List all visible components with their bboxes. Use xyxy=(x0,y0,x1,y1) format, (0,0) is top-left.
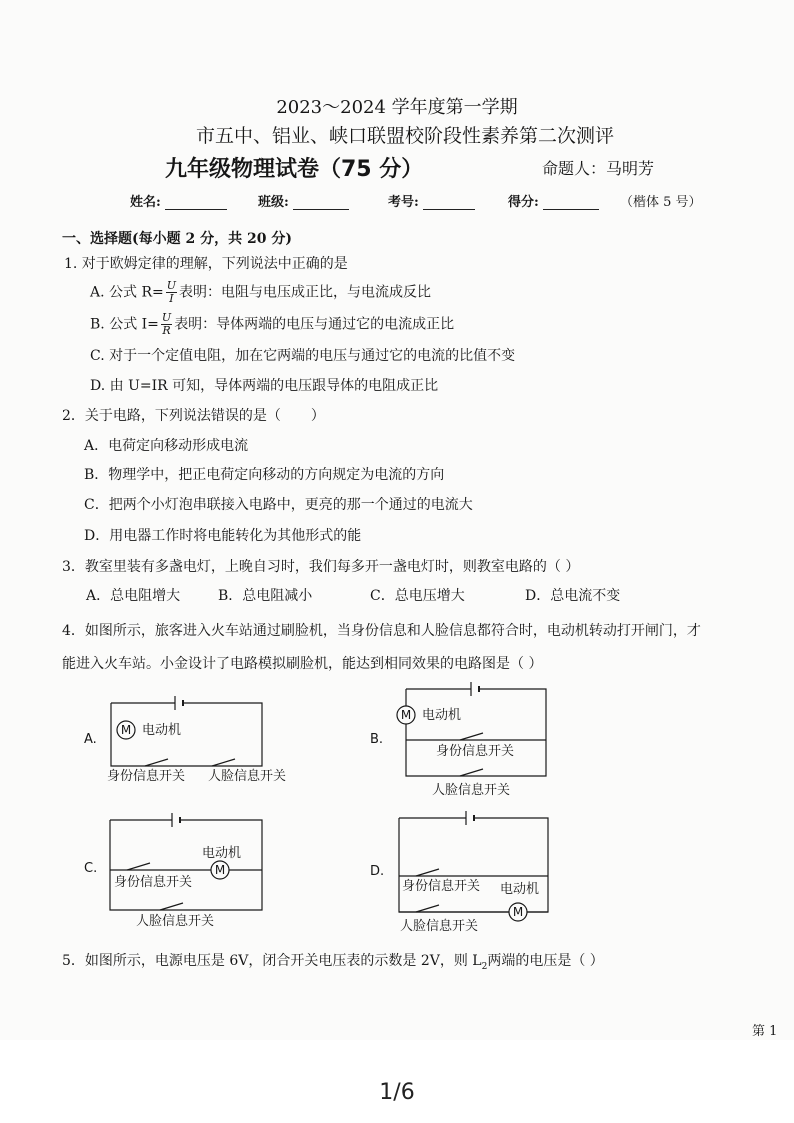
question-3-stem: 3．教室里装有多盏电灯，上晚自习时，我们每多开一盏电灯时，则教室电路的（ ） xyxy=(62,559,580,575)
motor-label: 电动机 xyxy=(422,708,462,723)
circuit-b xyxy=(397,682,546,776)
circuit-d-label: D. xyxy=(370,864,385,879)
page-number: 第 1 xyxy=(752,1024,778,1039)
fraction-u-over-i: $\frac{U}{I}$ xyxy=(166,279,177,305)
question-1-option-d: D. 由 U=IR 可知，导体两端的电压跟导体的电阻成正比 xyxy=(90,378,439,394)
section-title: 一、选择题(每小题 2 分，共 20 分) xyxy=(62,231,292,247)
question-2-stem: 2．关于电路，下列说法错误的是（ ） xyxy=(62,408,325,424)
question-3-option-a: A．总电阻增大 xyxy=(86,588,181,604)
circuit-b-label: B. xyxy=(370,732,384,747)
question-2-option-a: A．电荷定向移动形成电流 xyxy=(84,438,249,454)
question-3-option-c: C．总电压增大 xyxy=(370,588,465,604)
face-switch-label: 人脸信息开关 xyxy=(208,769,287,784)
switch-icon xyxy=(145,759,168,766)
face-switch-label: 人脸信息开关 xyxy=(432,783,511,798)
question-2-option-d: D．用电器工作时将电能转化为其他形式的能 xyxy=(84,528,362,544)
viewer-footer xyxy=(0,1040,794,1123)
face-switch-label: 人脸信息开关 xyxy=(136,914,215,929)
name-field: 姓名: xyxy=(130,191,227,210)
switch-icon xyxy=(460,733,483,740)
question-1-stem: 1. 对于欧姆定律的理解，下列说法中正确的是 xyxy=(64,256,348,272)
circuit-c-label: C. xyxy=(84,861,98,876)
face-switch-label: 人脸信息开关 xyxy=(400,919,479,934)
motor-symbol: M xyxy=(214,863,226,877)
question-5-stem: 5．如图所示，电源电压是 6V，闭合开关电压表的示数是 2V，则 $L_2$两端的电压是（ ） xyxy=(62,953,604,972)
class-field: 班级: xyxy=(258,191,349,210)
circuit-d xyxy=(399,811,548,921)
id-switch-label: 身份信息开关 xyxy=(107,769,186,784)
id-switch-label: 身份信息开关 xyxy=(402,879,481,894)
switch-icon xyxy=(212,759,235,766)
author-line: 命题人：马明芳 xyxy=(542,159,655,178)
exam-id-field: 考号: xyxy=(388,191,475,210)
question-4-line-1: 4．如图所示，旅客进入火车站通过刷脸机，当身份信息和人脸信息都符合时，电动机转动打开闸门，才 xyxy=(62,623,701,639)
question-1-option-c: C. 对于一个定值电阻，加在它两端的电压与通过它的电流的比值不变 xyxy=(90,348,516,364)
id-switch-label: 身份信息开关 xyxy=(436,744,515,759)
question-2-option-b: B．物理学中，把正电荷定向移动的方向规定为电流的方向 xyxy=(84,467,445,483)
term-heading: 2023～2024 学年度第一学期 xyxy=(276,97,518,118)
question-4-line-2: 能进入火车站。小金设计了电路模拟刷脸机，能达到相同效果的电路图是（ ） xyxy=(62,656,543,672)
motor-label: 电动机 xyxy=(202,846,242,861)
motor-symbol: M xyxy=(400,708,412,722)
font-note: （楷体 5 号） xyxy=(620,195,702,210)
switch-icon xyxy=(460,769,483,776)
switch-icon xyxy=(416,869,439,876)
page-indicator: 1/6 xyxy=(379,1080,415,1105)
question-3-option-d: D．总电流不变 xyxy=(525,588,621,604)
fraction-u-over-r: $\frac{U}{R}$ xyxy=(161,311,172,337)
motor-symbol: M xyxy=(512,905,524,919)
question-2-option-c: C．把两个小灯泡串联接入电路中，更亮的那一个通过的电流大 xyxy=(84,497,473,513)
motor-symbol: M xyxy=(120,723,132,737)
switch-icon xyxy=(160,903,183,910)
switch-icon xyxy=(127,863,150,870)
score-field: 得分: xyxy=(508,191,599,210)
question-1-option-b: B. 公式 I= $\frac{U}{R}$ 表明：导体两端的电压与通过它的电流成正比 xyxy=(90,311,455,337)
circuit-a xyxy=(111,696,262,766)
motor-label: 电动机 xyxy=(500,882,540,897)
exam-heading: 市五中、铝业、峡口联盟校阶段性素养第二次测评 xyxy=(195,125,614,147)
circuit-c xyxy=(110,813,262,910)
circuit-a-label: A. xyxy=(84,732,97,747)
question-1-option-a: A. 公式 R= $\frac{U}{I}$ 表明：电阻与电压成正比，与电流成反比 xyxy=(90,279,432,305)
question-3-option-b: B．总电阻减小 xyxy=(218,588,313,604)
motor-label: 电动机 xyxy=(142,723,182,738)
id-switch-label: 身份信息开关 xyxy=(114,875,193,890)
paper-title: 九年级物理试卷（75 分） xyxy=(165,157,424,182)
switch-icon xyxy=(416,905,439,912)
